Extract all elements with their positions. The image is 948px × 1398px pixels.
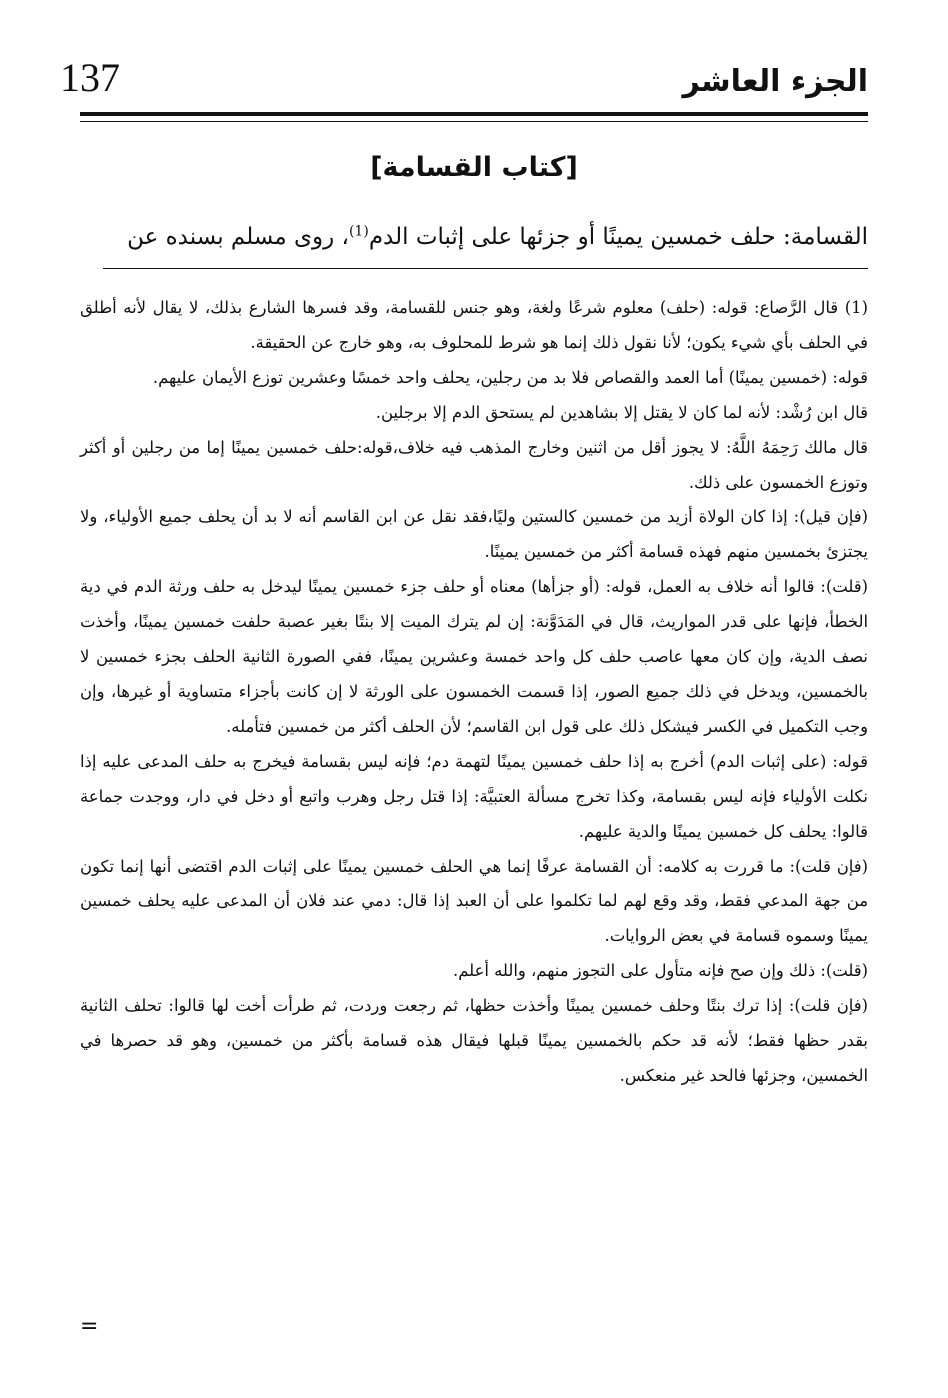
footnote-paragraph: (فإن قيل): إذا كان الولاة أزيد من خمسين كالستين وليًا،فقد نقل عن ابن القاسم أنه لا بد أن يحلف جميع الأولياء، ولا يجتزئ بخمسين منهم فهذه قسامة أكثر من خمسين يمينًا. (80, 507, 868, 562)
footnote-paragraph: (فإن قلت): ما قررت به كلامه: أن القسامة عرفًا إنما هي الحلف خمسين يمينًا على إثبات الدم اقتضى أنها إنما تكون من جهة المدعي فقط، وقد وقع لهم لما تكلموا على أن العبد إذا قال: دمي عند فلان أن المدعى عليه يحلف خمسين يمينًا وسموه قسامة في بعض الروايات. (80, 856, 868, 946)
header-rule-thin (80, 121, 868, 122)
main-text-before-note: القسامة: حلف خمسين يمينًا أو جزئها على إثبات الدم (368, 224, 868, 250)
main-text (80, 217, 868, 257)
chapter-title: [كتاب القسامة] (370, 152, 578, 183)
footnote-paragraph: (1) قال الرَّصاع: قوله: (حلف) معلوم شرعًا ولغة، وهو جنس للقسامة، وقد فسرها الشارع بذلك، لا يقال لأنه أطلق في الحلف بأي شيء يكون؛ لأنا نقول ذلك إنما هو شرط للمحلوف به، وهو خارج عن الحقيقة. (80, 298, 868, 352)
header-rule-thick (80, 112, 868, 116)
page-number: 137 (60, 55, 120, 100)
running-header-title: الجزء العاشر (682, 64, 868, 99)
footnote-paragraph: قال ابن رُشْد: لأنه لما كان لا يقتل إلا بشاهدين لم يستحق الدم إلا برجلين. (375, 402, 868, 422)
footer-mark: = (80, 1314, 99, 1339)
footnote-paragraph: قوله: (خمسين يمينًا) أما العمد والقصاص فلا بد من رجلين، يحلف واحد خمسًا وعشرين توزع الأيمان عليهم. (152, 367, 868, 387)
footnote-paragraph: (قلت): قالوا أنه خلاف به العمل، قوله: (أو جزأها) معناه أو حلف جزء خمسين يمينًا ليدخل به حلف ورثة الدم في دية الخطأ، فإنها على قدر المواريث، قال في المَدَوَّنة: إن لم يترك الميت إلا بنتًا بغير عصبة حلفت خمسين يمينًا، وأخذت نصف الدية، وإن كان معها عاصب حلف كل واحد خمسة وعشرين يمينًا، ففي الصورة الثانية الحلف بجزء خمسين لا بالخمسين، ويدخل في ذلك جميع الصور، إذا قسمت الخمسون على الورثة لا إن كانت بأجزاء متساوية أو غيرها، وإن وجب التكميل في الكسر فيشكل ذلك على قول ابن القاسم؛ لأن الحلف أكثر من خمسين فتأمله. (80, 577, 868, 736)
main-text-after-note: ، روى مسلم بسنده عن (127, 224, 349, 250)
footnote-separator (103, 268, 868, 269)
footnote-paragraph: قوله: (على إثبات الدم) أخرج به إذا حلف خمسين يمينًا لتهمة دم؛ فإنه ليس بقسامة فيخرج به حلف المدعى عليه إذا نكلت الأولياء فإنه ليس بقسامة، وكذا تخرج مسألة العتبيَّة: إذا قتل رجل وهرب واتبع أو دخل في دار، ووجدت جماعة قالوا: يحلف كل خمسين يمينًا والدية عليهم. (80, 751, 868, 841)
footnote-reference: (1) (348, 223, 369, 240)
footnote-paragraph: (قلت): ذلك وإن صح فإنه متأول على التجوز منهم، والله أعلم. (453, 961, 868, 981)
footnote-paragraph: قال مالك رَحِمَهُ اللَّهُ: لا يجوز أقل من اثنين وخارج المذهب فيه خلاف،قوله:حلف خمسين يمينًا إما من رجلين أو أكثر وتوزع الخمسون على ذلك. (80, 437, 868, 492)
footnote-paragraph: (فإن قلت): إذا ترك بنتًا وحلف خمسين يمينًا وأخذت حظها، ثم رجعت وردت، ثم طرأت أخت لها قالوا: تحلف الثانية بقدر حظها فقط؛ لأنه قد حكم بالخمسين يمينًا قبلها فيقال هذه قسامة بأكثر من خمسين، وهو قد حصرها في الخمسين، وجزئها فالحد غير منعكس. (80, 996, 868, 1085)
footnotes (80, 291, 868, 1094)
